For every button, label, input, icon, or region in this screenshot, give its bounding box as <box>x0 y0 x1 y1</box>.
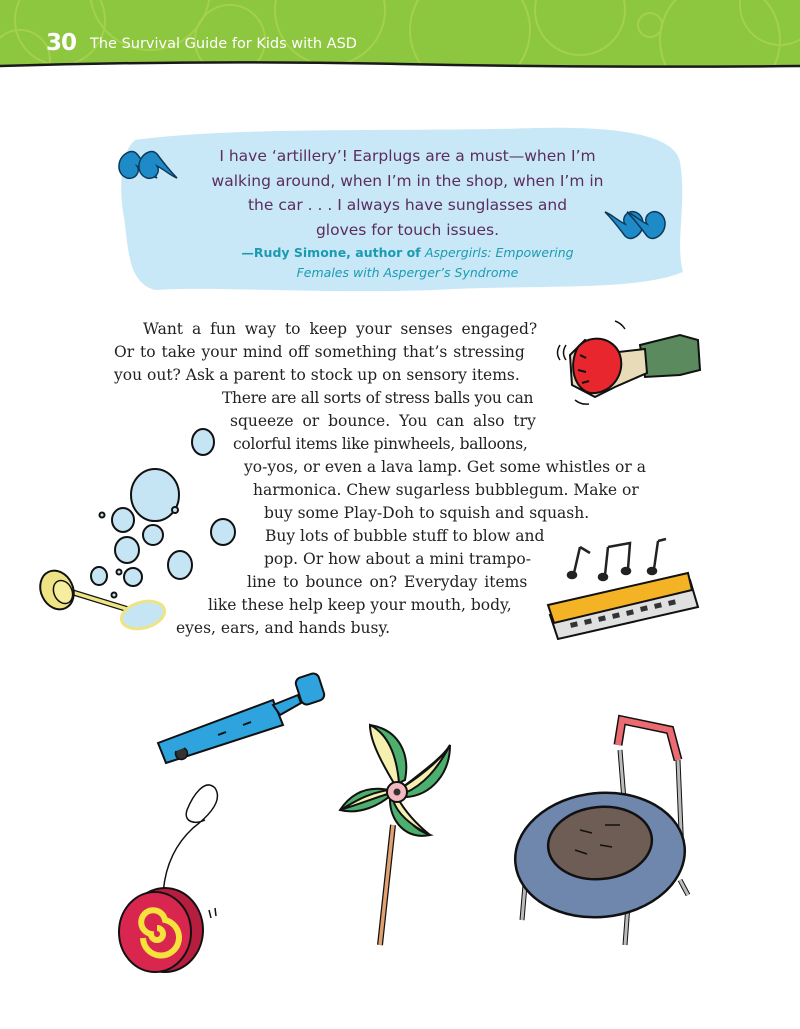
quote-text <box>185 144 630 242</box>
trampoline-illustration <box>500 705 700 955</box>
body-line: There are all sorts of stress balls you can <box>222 389 534 407</box>
body-line: like these help keep your mouth, body, <box>208 596 512 614</box>
body-line: Or to take your mind off something that’s stressing <box>114 343 525 361</box>
whistle-illustration <box>148 665 333 765</box>
quote-attribution <box>185 243 630 283</box>
bubbles-and-wand-illustration <box>35 425 245 635</box>
yoyo-illustration <box>105 780 235 975</box>
harmonica-illustration <box>540 535 710 645</box>
quote-line: I have ‘artillery’! Earplugs are a must—when I’m <box>219 147 596 165</box>
running-title: The Survival Guide for Kids with ASD <box>90 36 357 52</box>
body-line: line to bounce on? Everyday items <box>247 573 528 591</box>
quote-bubble <box>115 122 690 294</box>
quote-line: gloves for touch issues. <box>315 220 500 239</box>
attribution-author: —Rudy Simone, author of <box>241 245 425 260</box>
pinwheel-illustration <box>325 715 475 960</box>
attribution-book-title: Aspergirls: Empowering <box>424 245 574 260</box>
body-line: Want a fun way to keep your senses engaged? <box>143 320 538 338</box>
body-line: pop. Or how about a mini trampo- <box>264 550 531 568</box>
body-line: yo-yos, or even a lava lamp. Get some whistles or a <box>244 458 646 476</box>
body-line: squeeze or bounce. You can also try <box>230 412 536 430</box>
body-line: harmonica. Chew sugarless bubblegum. Make or <box>253 481 639 499</box>
body-line: colorful items like pinwheels, balloons, <box>233 435 528 453</box>
quote-line: walking around, when I’m in the shop, when I’m in <box>211 171 604 190</box>
attribution-book-title: Females with Asperger’s Syndrome <box>296 265 519 280</box>
body-line: you out? Ask a parent to stock up on sensory items. <box>114 366 520 384</box>
page-header <box>0 0 800 72</box>
body-line: Buy lots of bubble stuff to blow and <box>265 527 545 545</box>
page-number: 30 <box>46 30 77 56</box>
body-line: buy some Play-Doh to squish and squash. <box>264 504 590 522</box>
quote-line: the car . . . I always have sunglasses and <box>247 196 568 214</box>
music-notes-icon <box>568 539 666 580</box>
stress-ball-hand-illustration <box>550 315 705 410</box>
body-line: eyes, ears, and hands busy. <box>176 619 391 637</box>
